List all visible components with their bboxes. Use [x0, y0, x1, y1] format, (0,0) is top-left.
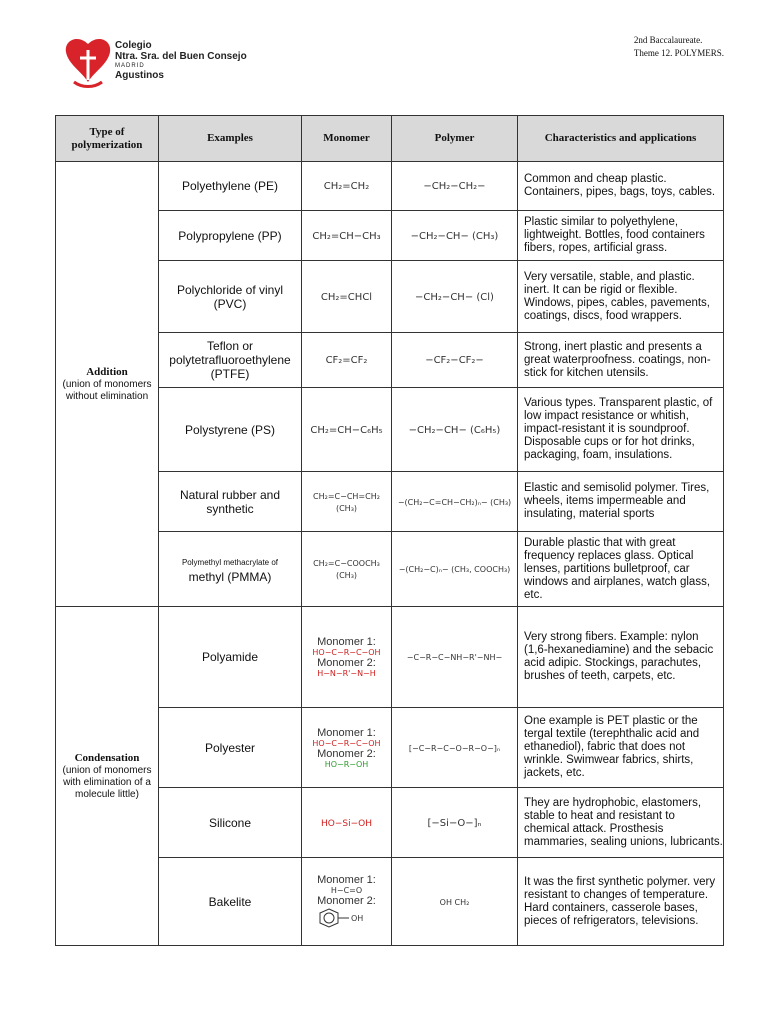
table-row	[56, 607, 724, 708]
characteristics: Strong, inert plastic and presents a great waterproofness. coatings, non-stick for kitchen utensils.	[518, 333, 724, 388]
polymer-formula: −(CH₂−C=CH−CH₂)ₙ− (CH₃)	[392, 472, 518, 532]
example-name: Teflon or polytetrafluoroethylene (PTFE)	[159, 333, 302, 388]
col-characteristics: Characteristics and applications	[518, 116, 724, 162]
school-name: Colegio Ntra. Sra. del Buen Consejo MADRID Agustinos	[115, 40, 247, 81]
characteristics: Plastic similar to polyethylene, lightweight. Bottles, food containers fibers, ropes, artificial grass.	[518, 211, 724, 261]
example-name: Polymethyl methacrylate of methyl (PMMA)	[159, 532, 302, 607]
example-name: Polyester	[159, 708, 302, 788]
polymer-formula: −CH₂−CH− (CH₃)	[392, 211, 518, 261]
page-header: 2nd Baccalaureate. Theme 12. POLYMERS.	[633, 35, 724, 58]
monomer-formula: CF₂=CF₂	[302, 333, 392, 388]
polymer-formula: −CF₂−CF₂−	[392, 333, 518, 388]
characteristics: Durable plastic that with great frequency replaces glass. Optical lenses, partitions bulletproof, car windows and airplanes, watch glass, etc.	[518, 532, 724, 607]
characteristics: Very versatile, stable, and plastic. inert. It can be rigid or flexible. Windows, pipes, cables, pavements, coatings, discs, food wrappers.	[518, 261, 724, 333]
phenol-ring-icon	[317, 907, 377, 929]
characteristics: One example is PET plastic or the tergal textile (terephthalic acid and ethanediol), fabric that does not wrinkle. Swimwear fabrics, shirts, jackets, etc.	[518, 708, 724, 788]
characteristics: Common and cheap plastic. Containers, pipes, bags, toys, cables.	[518, 162, 724, 211]
polymer-formula: −C−R−C−NH−R'−NH−	[392, 607, 518, 708]
characteristics: Very strong fibers. Example: nylon (1,6-hexanediamine) and the sebacic acid adipic. Stockings, parachutes, brushes of teeth, carpets, etc.	[518, 607, 724, 708]
characteristics: It was the first synthetic polymer. very resistant to changes of temperature. Hard containers, casserole bases, pieces of refrigerators, televisions.	[518, 858, 724, 946]
col-polymer: Polymer	[392, 116, 518, 162]
col-monomer: Monomer	[302, 116, 392, 162]
monomer-formula: CH₂=CHCl	[302, 261, 392, 333]
monomer-formula: CH₂=CH−C₆H₅	[302, 388, 392, 472]
example-name: Polyamide	[159, 607, 302, 708]
monomer-formula: Monomer 1: HO−C−R−C−OH Monomer 2: HO−R−OH	[302, 708, 392, 788]
table-row	[56, 162, 724, 211]
example-name: Polyethylene (PE)	[159, 162, 302, 211]
polymer-formula: −CH₂−CH− (Cl)	[392, 261, 518, 333]
example-name: Natural rubber and synthetic	[159, 472, 302, 532]
polymer-formula: −(CH₂−C)ₙ− (CH₃, COOCH₃)	[392, 532, 518, 607]
example-name: Polypropylene (PP)	[159, 211, 302, 261]
example-name: Silicone	[159, 788, 302, 858]
monomer-formula: CH₂=C−CH=CH₂ (CH₃)	[302, 472, 392, 532]
example-name: Bakelite	[159, 858, 302, 946]
polymer-formula: −CH₂−CH− (C₆H₅)	[392, 388, 518, 472]
monomer-formula: Monomer 1: H−C=O Monomer 2: OH	[302, 858, 392, 946]
polymer-formula: [−Si−O−]ₙ	[392, 788, 518, 858]
polymer-formula: −CH₂−CH₂−	[392, 162, 518, 211]
monomer-formula: CH₂=CH−CH₃	[302, 211, 392, 261]
example-name: Polystyrene (PS)	[159, 388, 302, 472]
polymer-formula: [−C−R−C−O−R−O−]ₙ	[392, 708, 518, 788]
svg-text:OH: OH	[350, 914, 363, 923]
characteristics: Elastic and semisolid polymer. Tires, wheels, items impermeable and insulating, material sports	[518, 472, 724, 532]
monomer-formula: Monomer 1: HO−C−R−C−OH Monomer 2: H−N−R'−N−H	[302, 607, 392, 708]
polymer-formula: OH CH₂	[392, 858, 518, 946]
col-type: Type of polymerization	[56, 116, 159, 162]
example-name: Polychloride of vinyl (PVC)	[159, 261, 302, 333]
monomer-formula: CH₂=CH₂	[302, 162, 392, 211]
characteristics: They are hydrophobic, elastomers, stable to heat and resistant to chemical attack. Prosthesis mammaries, sealing unions, lubricants.	[518, 788, 724, 858]
col-examples: Examples	[159, 116, 302, 162]
group-condensation: Condensation (union of monomers with elimination of a molecule little)	[56, 607, 159, 946]
polymers-table	[55, 115, 724, 946]
group-addition: Addition (union of monomers without elimination	[56, 162, 159, 607]
monomer-formula: HO−Si−OH	[302, 788, 392, 858]
monomer-formula: CH₂=C−COOCH₃ (CH₃)	[302, 532, 392, 607]
characteristics: Various types. Transparent plastic, of low impact resistance or whitish, impact-resistant it is soundproof. Disposable cups or for hot drinks, packaging, foam, insulations.	[518, 388, 724, 472]
